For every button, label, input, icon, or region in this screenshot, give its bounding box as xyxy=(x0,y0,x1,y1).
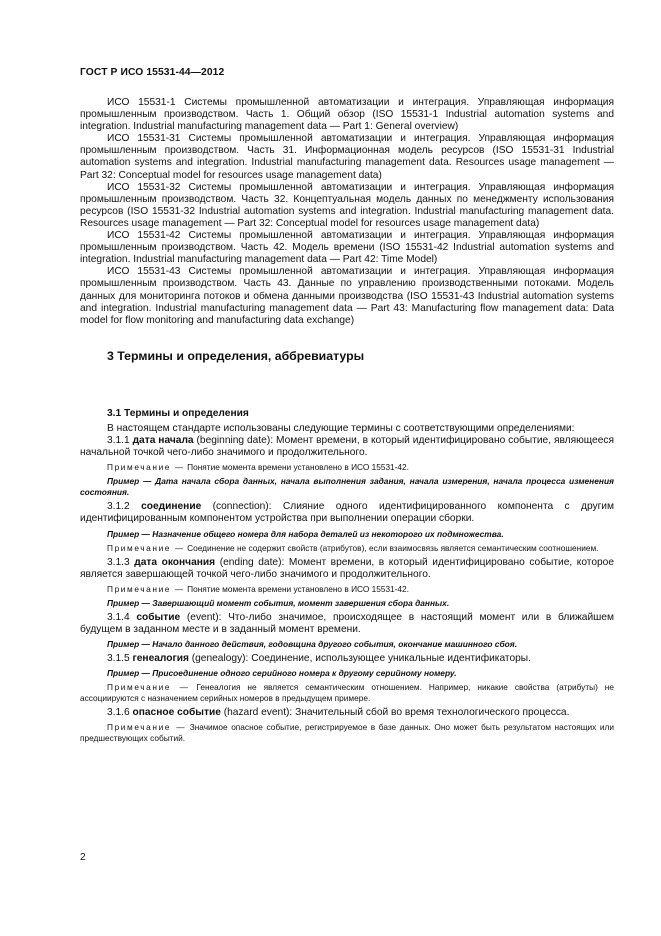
note-label: Примечание — xyxy=(107,542,185,553)
example-text: Завершающий момент события, момент завершения сбора данных. xyxy=(149,597,450,608)
term-number: 3.1.6 xyxy=(107,707,130,719)
example-label: Пример — xyxy=(107,597,150,608)
note-genealogy xyxy=(80,682,614,704)
example-connection xyxy=(80,529,614,540)
example-label: Пример — xyxy=(107,476,152,487)
term-name: дата окончания xyxy=(134,556,216,568)
term-beginning-date xyxy=(80,435,614,459)
term-event xyxy=(80,612,614,636)
term-number: 3.1.2 xyxy=(107,501,130,513)
term-definition: (connection): Слияние одного идентифицированного компонента с другим идентифицированным компонентом устройства при выполнении операции сборки. xyxy=(80,501,614,525)
note-text: Соединение не содержит свойств (атрибутов), если взаимосвязь является семантическим соотношением. xyxy=(184,542,599,553)
term-ending-date xyxy=(80,557,614,581)
term-connection xyxy=(80,501,614,525)
term-number: 3.1.4 xyxy=(107,611,130,623)
term-definition: (event): Что-либо значимое, происходящее в настоящий момент или в ближайшем будущем в заданном месте и в заданный момент времени. xyxy=(80,611,614,635)
page-number: 2 xyxy=(80,852,86,863)
note-connection xyxy=(80,543,614,554)
document-header: ГОСТ Р ИСО 15531-44—2012 xyxy=(80,67,225,78)
term-name: опасное событие xyxy=(132,707,221,719)
term-name: дата начала xyxy=(132,435,194,447)
term-number: 3.1.5 xyxy=(107,652,130,664)
example-text: Дата начала сбора данных, начала выполнения задания, начала измерения, начала процесса изменения состояния. xyxy=(80,476,614,498)
reference-iso-15531-1: ИСО 15531-1 Системы промышленной автоматизации и интеграция. Управляющая информация промышленным производством. Часть 1. Общий обзор (ISO 15531-1 Industrial automation systems and integration. Industrial manufacturing management data — Part 1: General overview) xyxy=(80,97,614,133)
example-text: Присоединение одного серийного номера к другому серийному номеру. xyxy=(149,668,457,679)
terms-section xyxy=(80,408,614,747)
normative-references xyxy=(80,97,614,327)
terms-intro: В настоящем стандарте использованы следующие термины с соответствующими определениями: xyxy=(107,423,575,435)
reference-iso-15531-32: ИСО 15531-32 Системы промышленной автоматизации и интеграция. Управляющая информация промышленным производством. Часть 32. Концептуальная модель данных по менеджменту использования ресурсов (ISO 15531-32 Industrial automation systems and integration. Industrial manufacturing management data. Resources usage management — Part 32: Conceptual model for resources usage management data) xyxy=(80,181,614,229)
example-text: Начало данного действия, годовщина другого события, окончание машинного сбоя. xyxy=(149,638,518,649)
note-label: Примечание — xyxy=(107,722,187,733)
reference-iso-15531-42: ИСО 15531-42 Системы промышленной автоматизации и интеграция. Управляющая информация промышленным производством. Часть 42. Модель времени (ISO 15531-42 Industrial automation systems and integration. Industrial manufacturing management data — Part 42: Time Model) xyxy=(80,230,614,266)
note-text: Понятие момента времени установлено в ИСО 15531-42. xyxy=(184,462,409,473)
example-ending-date xyxy=(80,598,614,609)
term-hazard-event xyxy=(80,707,614,719)
note-text: Генеалогия не является семантическим отношением. Например, никакие свойства (атрибуты) не ассоциируются с назначением серийных номеров в предыдущем примере. xyxy=(80,682,614,704)
example-label: Пример — xyxy=(107,638,150,649)
term-definition: (beginning date): Момент времени, в который идентифицировано событие, являющееся начальной точкой чего-либо значимого и продолжительного. xyxy=(80,435,614,459)
note-text: Значимое опасное событие, регистрируемое в базе данных. Оно может быть результатом настоящих или предшествующих событий. xyxy=(80,722,614,744)
example-label: Пример — xyxy=(107,668,150,679)
term-number: 3.1.3 xyxy=(107,556,130,568)
example-label: Пример — xyxy=(107,528,150,539)
term-name: соединение xyxy=(141,501,202,513)
term-definition: (ending date): Момент времени, в который идентифицировано событие, которое является завершающей точкой чего-либо значимого и продолжительного. xyxy=(80,556,614,580)
term-definition: (hazard event): Значительный сбой во время технологического процесса. xyxy=(220,707,570,719)
note-label: Примечание — xyxy=(107,682,190,693)
note-text: Понятие момента времени установлено в ИСО 15531-42. xyxy=(184,583,409,594)
note-beginning-date xyxy=(80,462,614,473)
term-name: событие xyxy=(136,611,181,623)
subsection-3-1-title: 3.1 Термины и определения xyxy=(107,408,249,419)
example-beginning-date xyxy=(80,476,614,498)
term-name: генеалогия xyxy=(132,652,189,664)
example-text: Назначение общего номера для набора деталей из некоторого их подмножества. xyxy=(149,528,504,539)
note-label: Примечание — xyxy=(107,583,185,594)
reference-iso-15531-31: ИСО 15531-31 Системы промышленной автоматизации и интеграция. Управляющая информация промышленным производством. Часть 31. Информационная модель ресурсов (ISO 15531-31 Industrial automation systems and integration. Industrial manufacturing management data. Resources usage management — Part 32: Conceptual model for resources usage management data) xyxy=(80,133,614,181)
reference-iso-15531-43: ИСО 15531-43 Системы промышленной автоматизации и интеграция. Управляющая информация промышленным производством. Часть 43. Данные по управлению производственными потоками. Модель данных для мониторинга потоков и обмена данными производства (ISO 15531-43 Industrial automation systems and integration. Industrial manufacturing management data — Part 43: Manufacturing flow management data: Data model for flow monitoring and manufacturing data exchange) xyxy=(80,266,614,326)
example-genealogy xyxy=(80,668,614,679)
note-ending-date xyxy=(80,584,614,595)
section-3-title: 3 Термины и определения, аббревиатуры xyxy=(107,349,365,363)
example-event xyxy=(80,639,614,650)
note-hazard-event xyxy=(80,722,614,744)
note-label: Примечание — xyxy=(107,462,185,473)
term-definition: (genealogy): Соединение, использующее уникальные идентификаторы. xyxy=(188,652,531,664)
term-genealogy xyxy=(80,653,614,665)
term-number: 3.1.1 xyxy=(107,435,130,447)
